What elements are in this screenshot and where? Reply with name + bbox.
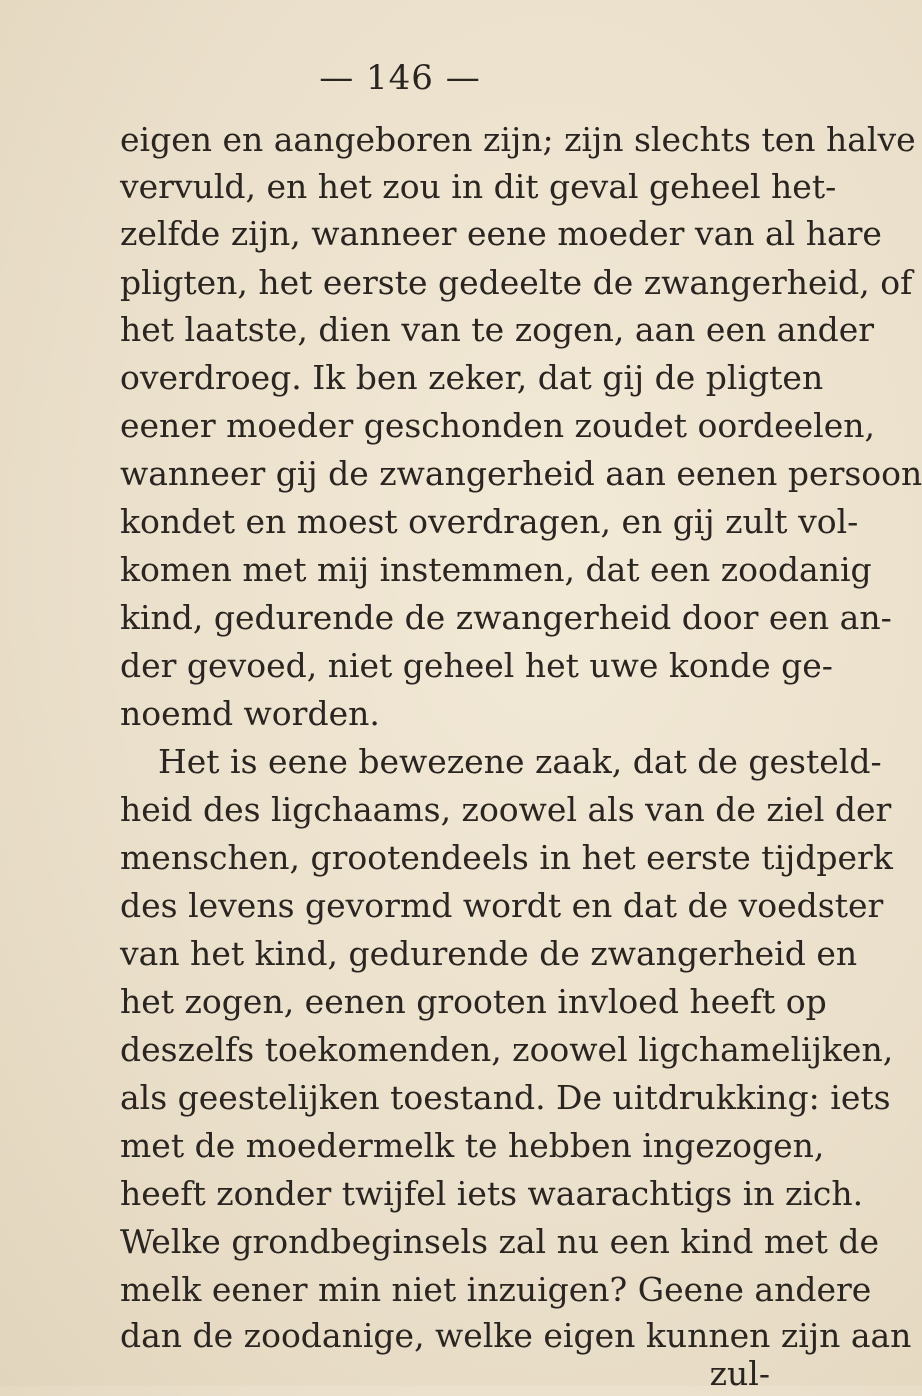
text-line: heeft zonder twijfel iets waarachtigs in zich.: [120, 1174, 864, 1213]
text-line: deszelfs toekomenden, zoowel ligchamelijken,: [120, 1030, 894, 1069]
text-line: wanneer gij de zwangerheid aan eenen persoon: [120, 454, 922, 493]
text-line: noemd worden.: [120, 694, 380, 733]
text-line: overdroeg. Ik ben zeker, dat gij de pligten: [120, 358, 824, 397]
paragraph-first-line: Het is eene bewezene zaak, dat de gesteld-: [158, 742, 882, 781]
text-line: het zogen, eenen grooten invloed heeft op: [120, 982, 827, 1021]
page-header: — 146 —: [319, 58, 481, 98]
text-line: eigen en aangeboren zijn; zijn slechts ten halve: [120, 120, 916, 159]
text-line: Welke grondbeginsels zal nu een kind met de: [120, 1222, 880, 1261]
text-line: menschen, grootendeels in het eerste tijdperk: [120, 838, 893, 877]
text-line: komen met mij instemmen, dat een zoodanig: [120, 550, 872, 589]
text-line: dan de zoodanige, welke eigen kunnen zijn aan: [120, 1316, 912, 1355]
catchword: zul-: [709, 1354, 770, 1393]
text-line: pligten, het eerste gedeelte de zwangerheid, of: [120, 263, 913, 302]
text-line: der gevoed, niet geheel het uwe konde ge-: [120, 646, 833, 685]
text-line: kondet en moest overdragen, en gij zult vol-: [120, 502, 859, 541]
text-line: eener moeder geschonden zoudet oordeelen,: [120, 406, 875, 445]
text-line: als geestelijken toestand. De uitdrukking: iets: [120, 1078, 891, 1117]
text-line: van het kind, gedurende de zwangerheid en: [120, 934, 858, 973]
text-line: kind, gedurende de zwangerheid door een an-: [120, 598, 892, 637]
text-line: vervuld, en het zou in dit geval geheel het-: [120, 167, 837, 206]
text-line: heid des ligchaams, zoowel als van de ziel der: [120, 790, 892, 829]
text-line: het laatste, dien van te zogen, aan een ander: [120, 310, 875, 349]
text-line: melk eener min niet inzuigen? Geene andere: [120, 1270, 872, 1309]
text-line: met de moedermelk te hebben ingezogen,: [120, 1126, 825, 1165]
text-line: des levens gevormd wordt en dat de voedster: [120, 886, 884, 925]
text-line: zelfde zijn, wanneer eene moeder van al hare: [120, 214, 882, 253]
